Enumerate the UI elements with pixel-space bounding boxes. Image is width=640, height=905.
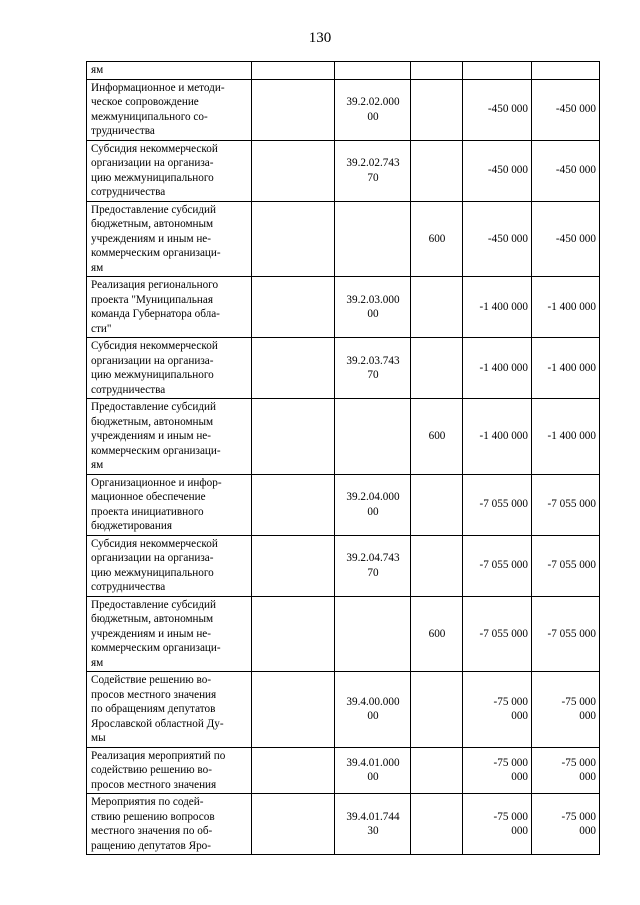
row-code-line: 39.4.01.000 (346, 756, 400, 769)
row-kind-cell: 600 (411, 201, 463, 277)
row-value2-line: -75 000 (561, 756, 596, 769)
row-name-line: учреждениям и иным не- (91, 430, 211, 442)
row-name-line: просов местного значения (91, 778, 217, 791)
row-value1-cell (463, 79, 532, 140)
row-name-line: коммерческим организаци- (91, 247, 221, 259)
row-value1-line: -1 400 000 (479, 430, 528, 442)
row-name-line: сотрудничества (91, 186, 166, 198)
row-value2-line: -1 400 000 (547, 300, 596, 313)
row-value2-line: -75 000 (561, 810, 596, 823)
row-kind-cell: 600 (411, 596, 463, 672)
row-name-line: Информационное и методи- (91, 81, 225, 94)
row-name-cell (87, 474, 252, 535)
row-name-cell (87, 140, 252, 201)
row-value2-cell (532, 474, 600, 535)
row-kind-cell (411, 338, 463, 399)
table-row (87, 62, 600, 80)
empty-cell (252, 596, 335, 672)
row-value1-cell (463, 338, 532, 399)
row-name-line: Субсидия некоммерческой (91, 142, 218, 155)
row-value2-cell (532, 140, 600, 201)
empty-cell (252, 535, 335, 596)
row-name-line: ращению депутатов Яро- (91, 839, 211, 852)
row-value2-line: -7 055 000 (547, 627, 596, 640)
row-value1-cell (463, 277, 532, 338)
row-code-line: 39.4.00.000 (346, 695, 400, 708)
row-value2-cell (532, 535, 600, 596)
budget-table (86, 61, 600, 855)
row-name-line: сти" (91, 322, 112, 335)
row-name-line: организации на организа- (91, 354, 214, 367)
table-row (87, 596, 600, 672)
row-code-cell (335, 672, 411, 748)
row-value2-line: 000 (579, 771, 596, 784)
row-kind-cell (411, 140, 463, 201)
row-code-cell (335, 62, 411, 80)
row-kind-cell (411, 62, 463, 80)
row-name-cell (87, 338, 252, 399)
row-value1-line: -7 055 000 (479, 627, 528, 640)
row-value2-cell (532, 794, 600, 855)
row-value2-cell (532, 79, 600, 140)
row-code-line: 39.2.02.743 (346, 157, 400, 169)
row-kind-cell (411, 474, 463, 535)
page-number: 130 (308, 30, 332, 46)
row-name-line: организации на организа- (91, 552, 214, 564)
row-name-line: местного значения по об- (91, 825, 213, 837)
row-name-line: ческое сопровождение (91, 96, 199, 108)
row-kind-cell (411, 535, 463, 596)
empty-cell (252, 794, 335, 855)
row-name-line: коммерческим организаци- (91, 642, 221, 654)
row-value2-cell (532, 747, 600, 794)
row-code-line: 70 (367, 566, 379, 579)
row-code-line: 00 (367, 771, 379, 784)
row-name-line: Ярославской областной Ду- (91, 717, 224, 730)
row-value1-line: -7 055 000 (479, 559, 528, 572)
row-value2-cell (532, 277, 600, 338)
row-name-cell (87, 201, 252, 277)
row-name-cell (87, 277, 252, 338)
empty-cell (252, 201, 335, 277)
row-name-cell (87, 794, 252, 855)
row-code-cell (335, 277, 411, 338)
row-name-cell (87, 747, 252, 794)
row-value2-line: -7 055 000 (547, 559, 596, 572)
row-value1-line: 000 (511, 771, 528, 784)
table-row (87, 277, 600, 338)
row-name-line: ям (91, 459, 104, 471)
row-value1-line: -75 000 (493, 810, 528, 823)
row-code-line: 30 (367, 825, 379, 837)
row-code-line: 00 (367, 308, 379, 320)
row-value2-line: -7 055 000 (547, 498, 596, 511)
row-name-line: мы (91, 732, 106, 744)
row-kind-cell (411, 747, 463, 794)
empty-cell (252, 747, 335, 794)
row-name-line: проекта "Муниципальная (91, 293, 213, 306)
table-row (87, 474, 600, 535)
row-value2-cell (532, 672, 600, 748)
empty-cell (252, 79, 335, 140)
row-kind-cell (411, 672, 463, 748)
row-name-line: Содействие решению во- (91, 674, 212, 686)
row-value1-cell (463, 474, 532, 535)
row-name-line: ям (91, 261, 104, 274)
row-name-cell (87, 596, 252, 672)
row-value1-line: -7 055 000 (479, 498, 528, 511)
row-code-cell (335, 474, 411, 535)
table-row (87, 79, 600, 140)
row-name-line: просов местного значения (91, 688, 217, 701)
row-code-cell (335, 338, 411, 399)
row-value2-cell (532, 399, 600, 475)
row-kind-cell: 600 (411, 399, 463, 475)
row-name-line: Мероприятия по содей- (91, 796, 204, 808)
row-code-line: 00 (367, 710, 379, 723)
row-value2-line: -450 000 (555, 164, 596, 177)
row-code-line: 00 (367, 505, 379, 518)
row-value1-cell (463, 596, 532, 672)
row-code-line: 39.2.03.743 (346, 354, 400, 367)
table-row (87, 338, 600, 399)
row-code-line: 00 (367, 110, 379, 123)
row-name-line: Организационное и инфор- (91, 476, 222, 489)
row-value1-cell (463, 794, 532, 855)
row-name-line: цию межмуниципального (91, 566, 214, 579)
row-name-line: Предоставление субсидий (91, 203, 217, 216)
row-code-line: 39.2.04.000 (346, 491, 400, 503)
row-value2-line: -450 000 (555, 232, 596, 245)
empty-cell (252, 338, 335, 399)
row-code-cell (335, 399, 411, 475)
row-name-line: ям (91, 656, 104, 669)
row-value2-line: -1 400 000 (547, 361, 596, 374)
row-name-line: ствию решению вопросов (91, 810, 215, 823)
row-code-cell (335, 535, 411, 596)
row-value2-cell (532, 62, 600, 80)
row-name-line: бюджетирования (91, 520, 173, 532)
row-name-line: команда Губернатора обла- (91, 308, 220, 320)
row-name-line: бюджетным, автономным (91, 613, 214, 625)
row-value1-cell (463, 140, 532, 201)
row-code-line: 70 (367, 369, 379, 381)
row-name-cell (87, 399, 252, 475)
table-row (87, 535, 600, 596)
row-name-line: содействию решению во- (91, 764, 212, 776)
row-code-line: 39.2.04.743 (346, 552, 400, 564)
row-code-cell (335, 794, 411, 855)
row-code-cell (335, 140, 411, 201)
row-name-line: организации на организа- (91, 157, 214, 169)
row-value1-cell (463, 399, 532, 475)
row-value1-line: -450 000 (487, 232, 528, 245)
row-kind-cell (411, 79, 463, 140)
row-name-cell (87, 535, 252, 596)
row-name-line: бюджетным, автономным (91, 415, 214, 428)
row-name-line: учреждениям и иным не- (91, 232, 211, 245)
row-value1-line: -450 000 (487, 103, 528, 116)
row-name-line: Субсидия некоммерческой (91, 537, 218, 550)
row-name-line: ям (91, 64, 104, 76)
table-row (87, 794, 600, 855)
row-name-line: учреждениям и иным не- (91, 627, 211, 640)
row-name-line: мационное обеспечение (91, 491, 206, 503)
row-code-cell (335, 79, 411, 140)
row-name-cell (87, 79, 252, 140)
row-value2-cell (532, 596, 600, 672)
row-name-line: Субсидия некоммерческой (91, 340, 218, 352)
row-value1-cell (463, 672, 532, 748)
row-code-line: 39.2.03.000 (346, 293, 400, 306)
row-value1-line: -1 400 000 (479, 361, 528, 374)
empty-cell (252, 399, 335, 475)
table-row (87, 747, 600, 794)
row-name-line: Предоставление субсидий (91, 598, 217, 611)
row-name-line: межмуниципального со- (91, 110, 208, 123)
table-row (87, 672, 600, 748)
row-value1-line: -1 400 000 (479, 300, 528, 313)
row-name-line: Реализация мероприятий по (91, 749, 226, 762)
row-value2-line: -1 400 000 (547, 430, 596, 442)
row-name-line: сотрудничества (91, 383, 166, 396)
row-code-line: 39.4.01.744 (346, 810, 400, 823)
row-value2-line: -450 000 (555, 103, 596, 116)
row-value1-cell (463, 747, 532, 794)
row-code-cell (335, 747, 411, 794)
row-value2-line: 000 (579, 825, 596, 837)
row-kind-cell (411, 794, 463, 855)
empty-cell (252, 140, 335, 201)
row-name-line: Реализация регионального (91, 279, 219, 291)
row-value1-cell (463, 535, 532, 596)
empty-cell (252, 474, 335, 535)
row-name-line: бюджетным, автономным (91, 218, 214, 230)
row-value1-line: 000 (511, 710, 528, 723)
empty-cell (252, 62, 335, 80)
row-kind-cell (411, 277, 463, 338)
row-name-line: цию межмуниципального (91, 369, 214, 381)
row-name-cell (87, 672, 252, 748)
row-name-line: проекта инициативного (91, 505, 204, 518)
row-value1-line: -450 000 (487, 164, 528, 177)
row-value1-cell (463, 62, 532, 80)
empty-cell (252, 672, 335, 748)
row-value2-cell (532, 338, 600, 399)
row-value1-line: -75 000 (493, 756, 528, 769)
row-code-cell (335, 596, 411, 672)
table-row (87, 140, 600, 201)
row-name-line: цию межмуниципального (91, 171, 214, 184)
row-value2-cell (532, 201, 600, 277)
row-value1-cell (463, 201, 532, 277)
table-row (87, 399, 600, 475)
empty-cell (252, 277, 335, 338)
row-code-line: 39.2.02.000 (346, 96, 400, 108)
row-name-line: коммерческим организаци- (91, 444, 221, 457)
row-name-line: сотрудничества (91, 581, 166, 593)
row-value2-line: -75 000 (561, 695, 596, 708)
row-name-cell (87, 62, 252, 80)
row-name-line: по обращениям депутатов (91, 703, 216, 715)
row-value1-line: 000 (511, 825, 528, 837)
row-value2-line: 000 (579, 710, 596, 723)
row-name-line: трудничества (91, 125, 155, 137)
row-code-line: 70 (367, 171, 379, 184)
row-name-line: Предоставление субсидий (91, 401, 217, 413)
table-row (87, 201, 600, 277)
row-value1-line: -75 000 (493, 695, 528, 708)
row-code-cell (335, 201, 411, 277)
